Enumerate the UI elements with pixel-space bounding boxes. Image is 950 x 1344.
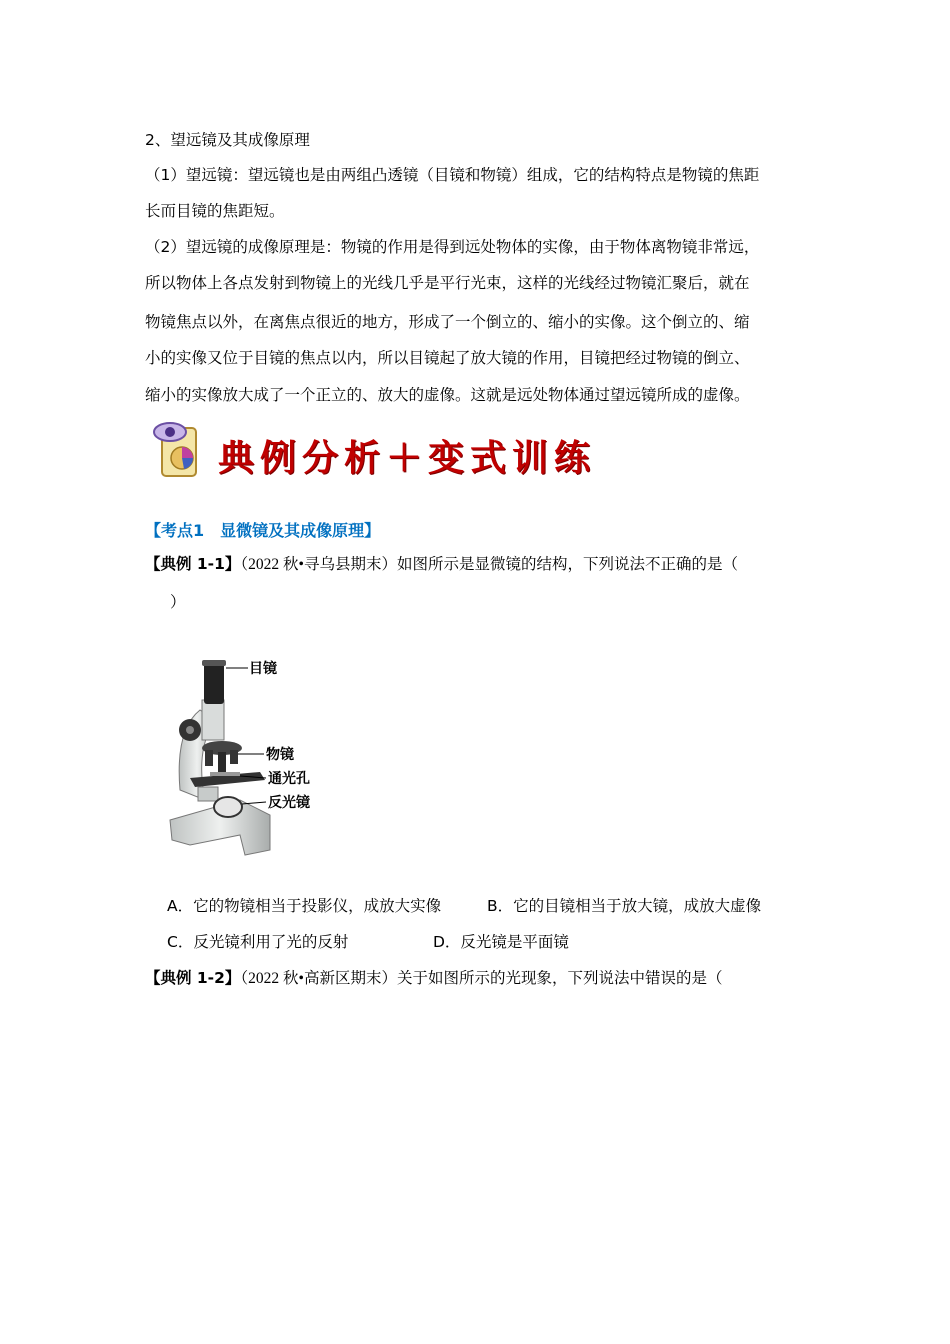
- option-d[interactable]: D．反光镜是平面镜: [433, 933, 569, 951]
- paragraph-1-line-2: 长而目镜的焦距短。: [145, 202, 285, 220]
- paragraph-1-line-1: （1）望远镜：望远镜也是由两组凸透镜（目镜和物镜）组成，它的结构特点是物镜的焦距: [145, 166, 760, 184]
- scroll-eye-icon: [148, 420, 212, 482]
- kaodian-1-heading: 【考点1 显微镜及其成像原理】: [145, 521, 381, 540]
- label-eyepiece: 目镜: [249, 661, 277, 677]
- example-1-1-text: 如图所示是显微镜的结构，下列说法不正确的是（: [396, 555, 738, 573]
- example-1-1-question: [145, 552, 810, 574]
- label-aperture: 通光孔: [268, 771, 310, 787]
- example-1-1-source: （2022 秋•寻乌县期末）: [240, 556, 397, 573]
- example-1-2-question: [145, 966, 810, 988]
- option-b[interactable]: B．它的目镜相当于放大镜，成放大虚像: [487, 897, 762, 915]
- example-1-1-tag: 【典例 1-1】: [145, 555, 241, 573]
- microscope-figure: [160, 650, 350, 860]
- section-heading: 2、望远镜及其成像原理: [145, 131, 310, 149]
- paragraph-2-line-2: 所以物体上各点发射到物镜上的光线几乎是平行光束，这样的光线经过物镜汇聚后，就在: [145, 274, 750, 292]
- option-c[interactable]: C．反光镜利用了光的反射: [167, 933, 349, 951]
- example-1-1-close-paren: ）: [170, 593, 186, 611]
- option-a[interactable]: A．它的物镜相当于投影仪，成放大实像: [167, 897, 442, 915]
- section-banner: [148, 420, 597, 482]
- label-mirror: 反光镜: [268, 795, 310, 811]
- paragraph-2-line-4: 小的实像又位于目镜的焦点以内，所以目镜起了放大镜的作用，目镜把经过物镜的倒立、: [145, 349, 750, 367]
- example-1-2-tag: 【典例 1-2】: [145, 969, 241, 987]
- banner-title: 典例分析＋变式训练: [218, 437, 597, 479]
- paragraph-2-line-5: 缩小的实像放大成了一个正立的、放大的虚像。这就是远处物体通过望远镜所成的虚像。: [145, 386, 750, 404]
- label-objective: 物镜: [266, 747, 294, 763]
- paragraph-2-line-3: 物镜焦点以外，在离焦点很近的地方，形成了一个倒立的、缩小的实像。这个倒立的、缩: [145, 313, 750, 331]
- example-1-2-source: （2022 秋•高新区期末）: [240, 970, 397, 987]
- example-1-2-text: 关于如图所示的光现象，下列说法中错误的是（: [396, 969, 723, 987]
- paragraph-2-line-1: （2）望远镜的成像原理是：物镜的作用是得到远处物体的实像，由于物体离物镜非常远，: [145, 238, 760, 256]
- microscope-image: [160, 650, 350, 860]
